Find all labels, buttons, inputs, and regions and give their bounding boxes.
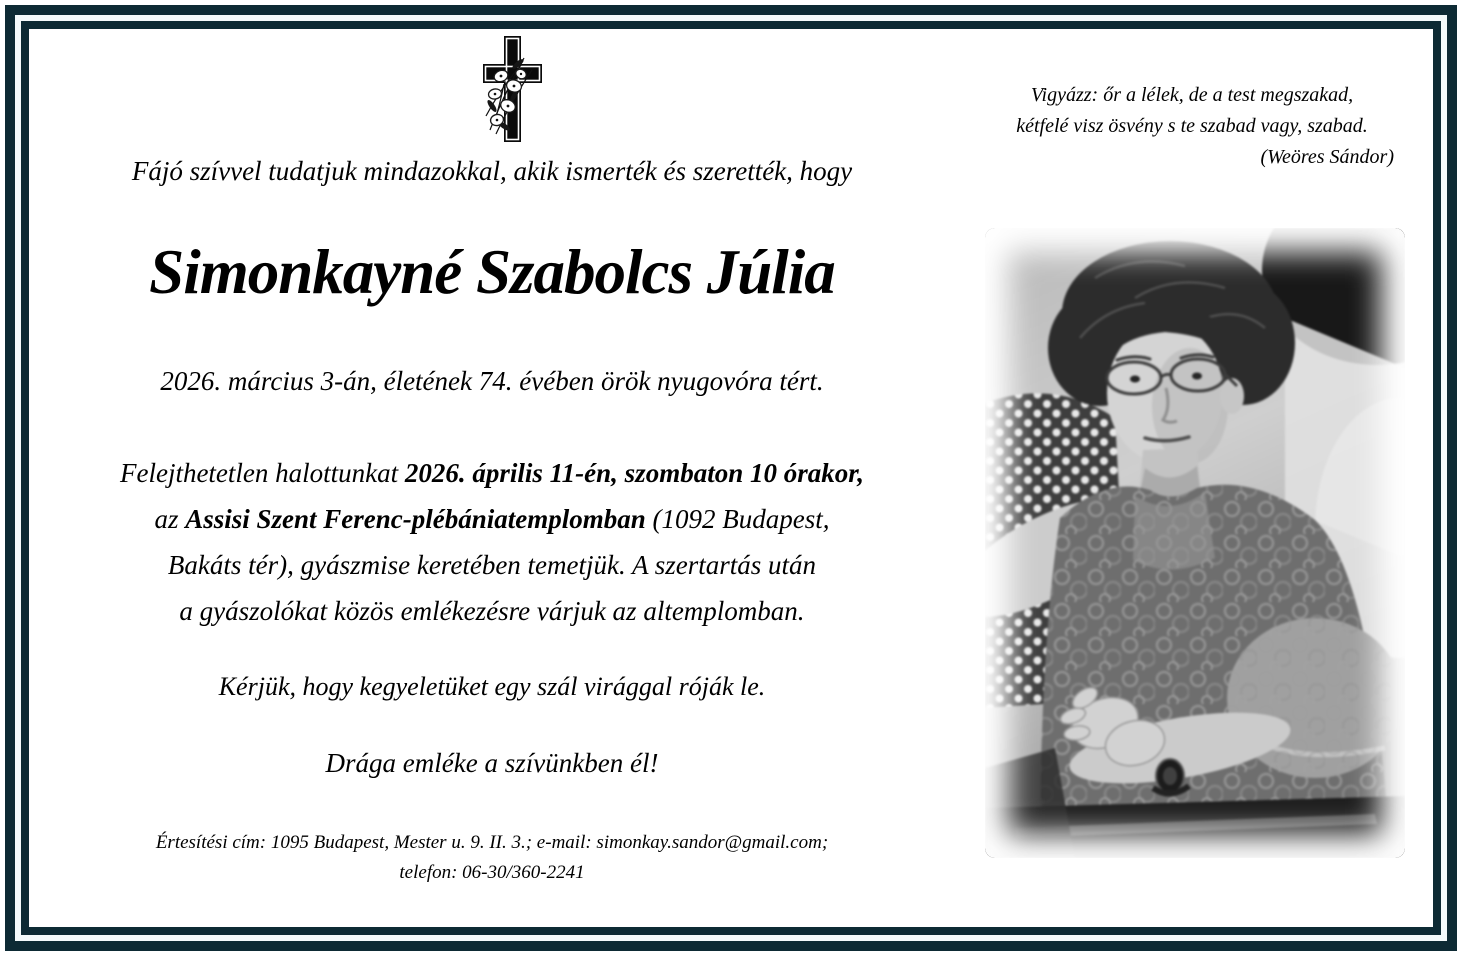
- announcement-column: [28, 0, 956, 956]
- quote-line-2: kétfelé visz ösvény s te szabad vagy, szabad.: [1016, 115, 1368, 137]
- quote-line-1: Vigyázz: őr a lélek, de a test megszakad,: [1030, 84, 1354, 106]
- deceased-name: Simonkayné Szabolcs Júlia: [149, 237, 835, 307]
- contact-phone-line: telefon: 06-30/360-2241: [399, 862, 585, 883]
- death-date-line: 2026. március 3-án, életének 74. évében örök nyugovóra tért.: [160, 366, 824, 396]
- funeral-line-3: Bakáts tér), gyászmise keretében temetjük. A szertartás után: [167, 550, 817, 580]
- funeral-datetime: 2026. április 11-én, szombaton 10 órakor,: [404, 458, 864, 488]
- intro-line: Fájó szívvel tudatjuk mindazokkal, akik ismerték és szerették, hogy: [131, 156, 853, 186]
- funeral-details: [28, 450, 956, 634]
- contact-address-line: Értesítési cím: 1095 Budapest, Mester u. 9. II. 3.; e-mail: simonkay.sandor@gmail.com;: [155, 832, 829, 853]
- portrait-photo: [985, 228, 1405, 858]
- funeral-line-1: Felejthetetlen halottunkat 2026. április 11-én, szombaton 10 órakor,: [119, 458, 864, 488]
- funeral-line-4: a gyászolókat közös emlékezésre várjuk az altemplomban.: [179, 596, 805, 626]
- flower-request-line: Kérjük, hogy kegyeletüket egy szál virággal róják le.: [218, 672, 766, 701]
- funeral-line-2: az Assisi Szent Ferenc-plébániatemplomban (1092 Budapest,: [154, 504, 830, 534]
- memory-line: Drága emléke a szívünkben él!: [325, 748, 659, 778]
- funeral-church: Assisi Szent Ferenc-plébániatemplomban: [185, 504, 646, 534]
- quote-attribution: (Weöres Sándor): [1260, 146, 1394, 168]
- poem-quote: [978, 80, 1406, 173]
